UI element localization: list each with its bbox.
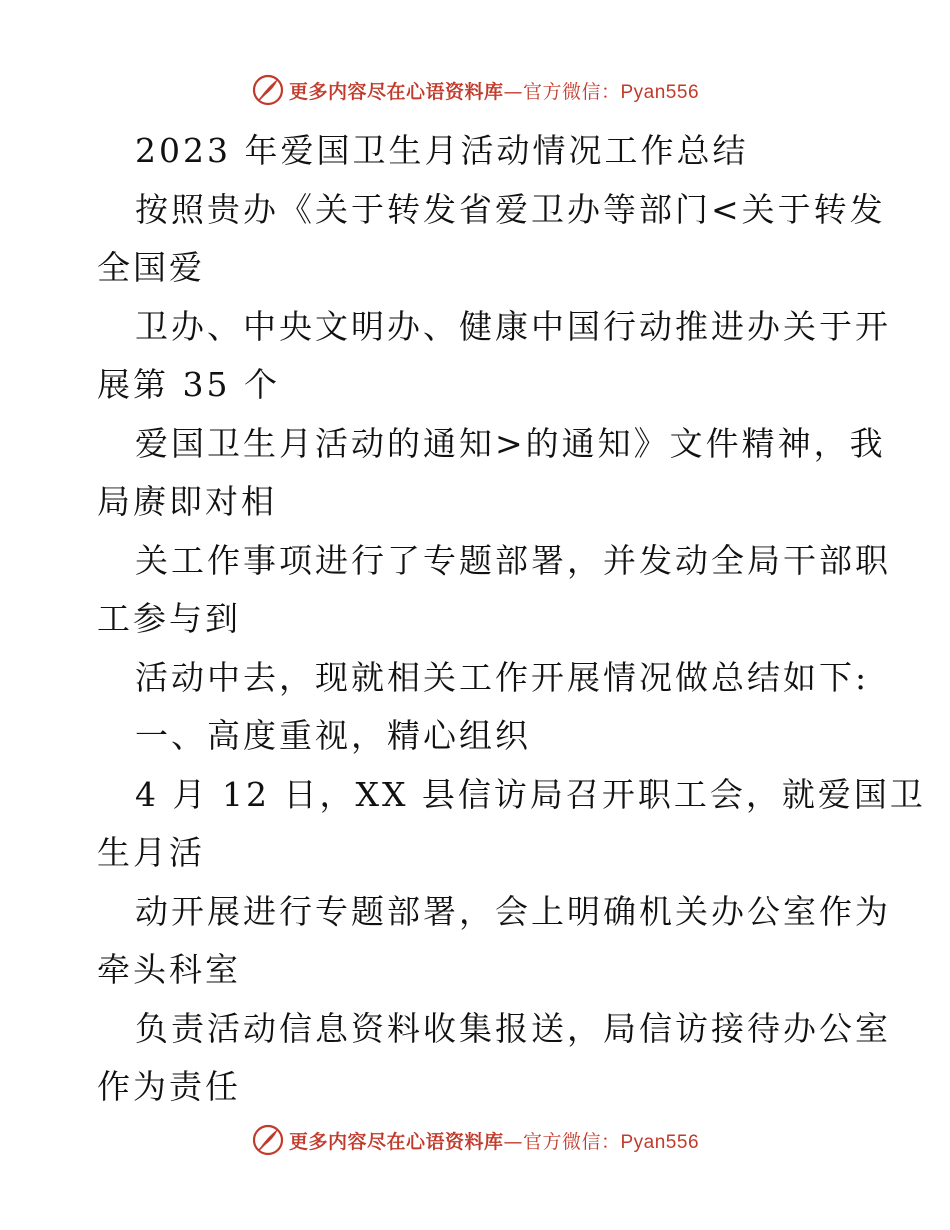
feather-logo-icon bbox=[251, 73, 285, 107]
watermark-separator: — bbox=[503, 80, 523, 103]
watermark-main-text: 更多内容尽在心语资料库 bbox=[288, 80, 504, 103]
watermark-wechat-label: 官方微信： bbox=[522, 1130, 621, 1153]
watermark-header bbox=[0, 70, 950, 110]
watermark-text bbox=[289, 77, 699, 104]
document-line: 关工作事项进行了专题部署，并发动全局干部职 bbox=[135, 540, 891, 580]
document-line: 2023 年爱国卫生月活动情况工作总结 bbox=[135, 131, 749, 170]
document-line: 卫办、中央文明办、健康中国行动推进办关于开 bbox=[135, 306, 891, 346]
document-line: 牵头科室 bbox=[97, 950, 241, 989]
document-line: 一、高度重视，精心组织 bbox=[135, 716, 531, 755]
watermark-wechat-id: Pyan556 bbox=[620, 81, 700, 103]
watermark-main-text: 更多内容尽在心语资料库 bbox=[288, 1130, 504, 1153]
watermark-separator: — bbox=[503, 1130, 523, 1153]
document-line: 工参与到 bbox=[97, 599, 241, 638]
watermark-wechat-label: 官方微信： bbox=[522, 80, 621, 103]
document-line: 按照贵办《关于转发省爱卫办等部门<关于转发 bbox=[135, 189, 886, 229]
document-line: 4 月 12 日，XX 县信访局召开职工会，就爱国卫 bbox=[135, 774, 926, 814]
document-line: 展第 35 个 bbox=[97, 365, 280, 404]
feather-logo-icon bbox=[251, 1123, 285, 1157]
document-line: 负责活动信息资料收集报送，局信访接待办公室 bbox=[135, 1008, 891, 1048]
watermark-footer bbox=[0, 1120, 950, 1160]
document-line: 爱国卫生月活动的通知>的通知》文件精神，我 bbox=[135, 423, 886, 463]
document-line: 作为责任 bbox=[97, 1067, 241, 1106]
document-line: 全国爱 bbox=[97, 248, 205, 287]
watermark-wechat-id: Pyan556 bbox=[620, 1131, 700, 1153]
document-body bbox=[97, 122, 926, 1117]
document-line: 活动中去，现就相关工作开展情况做总结如下: bbox=[135, 657, 870, 697]
document-line: 动开展进行专题部署，会上明确机关办公室作为 bbox=[135, 891, 891, 931]
watermark-text bbox=[289, 1127, 699, 1154]
document-line: 生月活 bbox=[97, 833, 205, 872]
document-line: 局赓即对相 bbox=[97, 482, 277, 521]
